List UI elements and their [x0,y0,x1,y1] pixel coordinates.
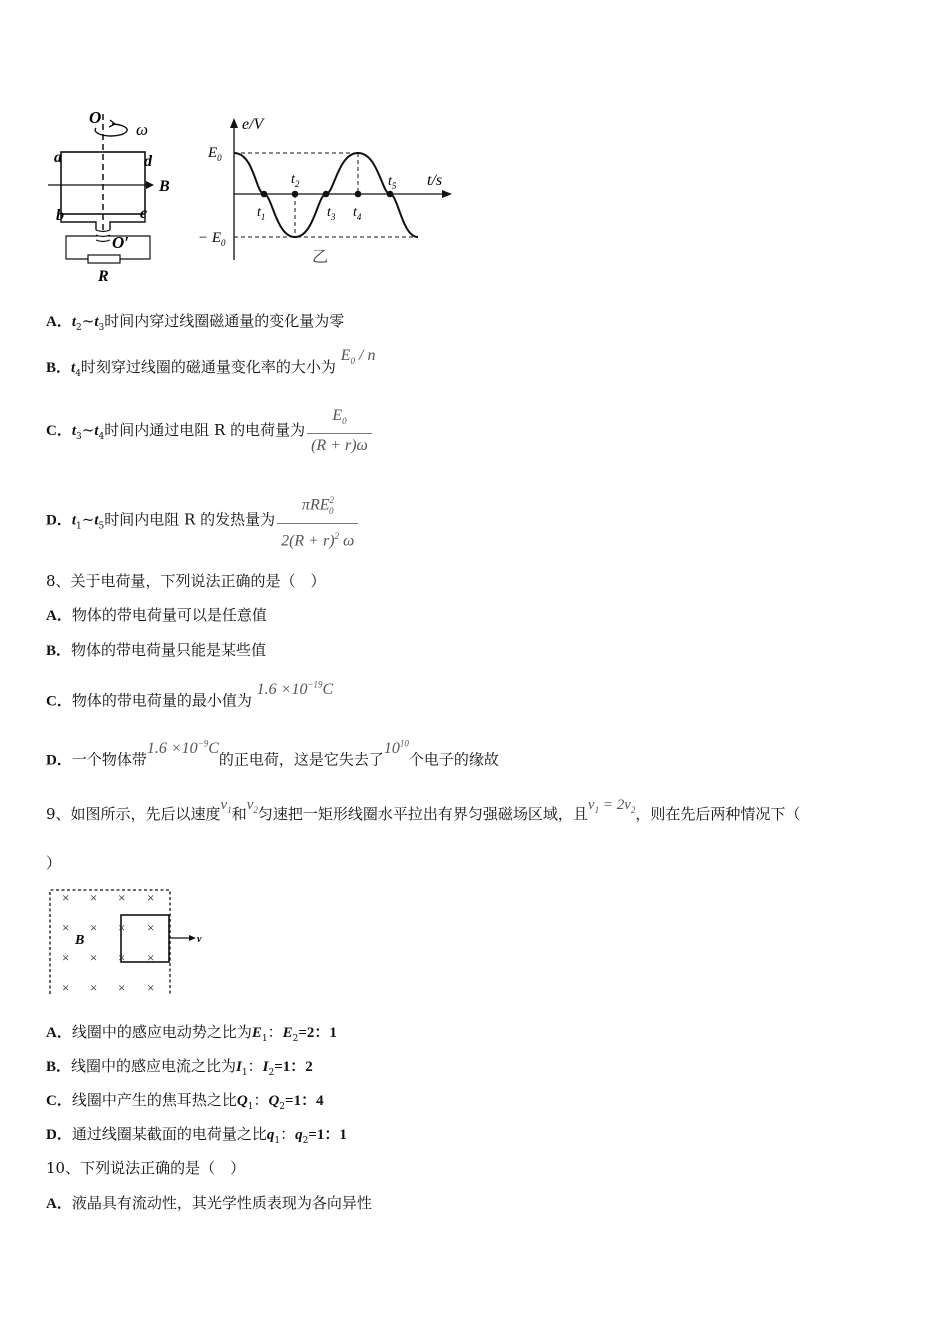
label-c: c [140,205,148,222]
label-a: a [54,149,62,166]
label-B-field: B [75,933,85,948]
q9-stem: 9、如图所示，先后以速度$v_1$和$v_2$匀速把一矩形线圈水平拉出有界匀强磁场区域，且$v_1 = 2v_2$，则在先后两种情况下（ [46,797,801,823]
q9-option-d: D．通过线圈某截面的电荷量之比$q_1$：$q_2=1$：1 [46,1125,347,1146]
q7-option-c: C．$t_3\sim t_4$时间内通过电阻 R 的电荷量为 $\frac{E_0}{(R + r)\omega}$ [46,404,372,462]
q8-option-d: D．一个物体带$1.6 \times 10^{-9}C$的正电荷，这是它失去了$10^{10}$个电子的缘故 [46,739,499,769]
svg-text:×: × [62,890,70,905]
t1-point [261,191,268,198]
label-R: R [98,268,109,285]
q7-option-b: B．$t_4$时刻穿过线圈的磁通量变化率的大小为 $E_0$ / n [46,347,376,379]
svg-text:×: × [147,950,155,965]
svg-text:×: × [90,920,98,935]
field-region-figure [46,886,206,998]
q9-stem-end: ） [46,854,62,872]
q7-option-d: D．$t_1\sim t_5$时间内电阻 R 的发热量为 $\frac{\pi RE^2_0}{2(R + r)^2 \omega}$ [46,488,358,553]
q8-option-a: A．物体的带电荷量可以是任意值 [46,606,267,624]
q9-option-a: A．线圈中的感应电动势之比为$E_1$：$E_2=2$：1 [46,1023,337,1044]
t1-label: $t_1$ [257,205,266,222]
t4-point [355,191,362,198]
E0-label: $E_0$ [208,145,222,163]
t2-label: $t_2$ [291,172,300,189]
svg-text:×: × [118,980,126,995]
svg-text:×: × [147,920,155,935]
label-v: v [197,934,202,945]
formula-min-charge: $1.6 \times 10^{-19}C$ [256,680,334,699]
q9-option-b: B．线圈中的感应电流之比为$I_1$：$I_2=1$：2 [46,1057,313,1078]
field-boundary [50,890,170,994]
t3-label: $t_3$ [327,205,336,222]
resistor-R [88,255,120,263]
q9-option-c: C．线圈中产生的焦耳热之比$Q_1$：$Q_2=1$：4 [46,1091,324,1112]
t5-point [387,191,394,198]
formula-heat: $\frac{\pi RE^2_0}{2(R + r)^2 \omega}$ [277,488,358,553]
svg-text:×: × [90,890,98,905]
option-text: 时间内通过电阻 R 的电荷量为 [104,421,306,440]
formula-electron-count: $10^{10}$ [383,739,409,758]
svg-text:×: × [118,950,126,965]
x-axis-label: t/s [427,172,443,189]
t4-label: $t_4$ [353,205,362,222]
label-b: b [56,207,64,224]
option-letter: C． [46,423,72,440]
formula-charge-value: $1.6 \times 10^{-9}C$ [146,739,219,758]
option-letter: A． [46,314,72,330]
q10-option-a: A．液晶具有流动性，其光学性质表现为各向异性 [46,1194,372,1212]
q8-option-c: C．物体的带电荷量的最小值为 $1.6 \times 10^{-19}C$ [46,680,334,710]
svg-text:×: × [62,950,70,965]
svg-text:×: × [62,920,70,935]
svg-text:×: × [147,980,155,995]
option-text: 时刻穿过线圈的磁通量变化率的大小为 [80,358,336,376]
svg-text:×: × [90,950,98,965]
t5-label: $t_5$ [388,174,397,191]
q8-stem: 8、关于电荷量，下列说法正确的是（ ） [46,572,326,590]
svg-text:×: × [118,920,126,935]
label-Oprime: O′ [112,233,130,252]
q8-option-b: B．物体的带电荷量只能是某些值 [46,641,267,659]
label-B: B [159,178,170,195]
formula-charge: $\frac{E_0}{(R + r)\omega}$ [307,404,372,458]
option-text: 时间内电阻 R 的发热量为 [104,510,276,529]
graph-caption: 乙 [312,249,329,266]
q7-option-a: A．$t_2\sim t_3$时间内穿过线圈磁通量的变化量为零 [46,312,345,333]
svg-text:×: × [90,980,98,995]
option-text: 时间内穿过线圈磁通量的变化量为零 [104,312,345,330]
label-O: O [89,108,102,127]
label-d: d [144,153,152,170]
option-letter: B． [46,360,72,376]
slip-rings [96,230,110,242]
coil-figure [46,104,186,286]
option-letter: D． [46,512,72,529]
y-axis-label: e/V [242,116,264,133]
emf-time-graph [196,104,458,268]
rectangular-coil [121,915,169,962]
negE0-label: − $E_0$ [198,230,226,248]
label-omega: ω [136,120,149,139]
svg-text:×: × [62,980,70,995]
t2-point [292,191,299,198]
svg-text:×: × [147,890,155,905]
formula-E0-over-n: $E_0$ / n [340,347,376,367]
svg-text:×: × [118,890,126,905]
t3-point [323,191,330,198]
q10-stem: 10、下列说法正确的是（ ） [46,1159,246,1177]
